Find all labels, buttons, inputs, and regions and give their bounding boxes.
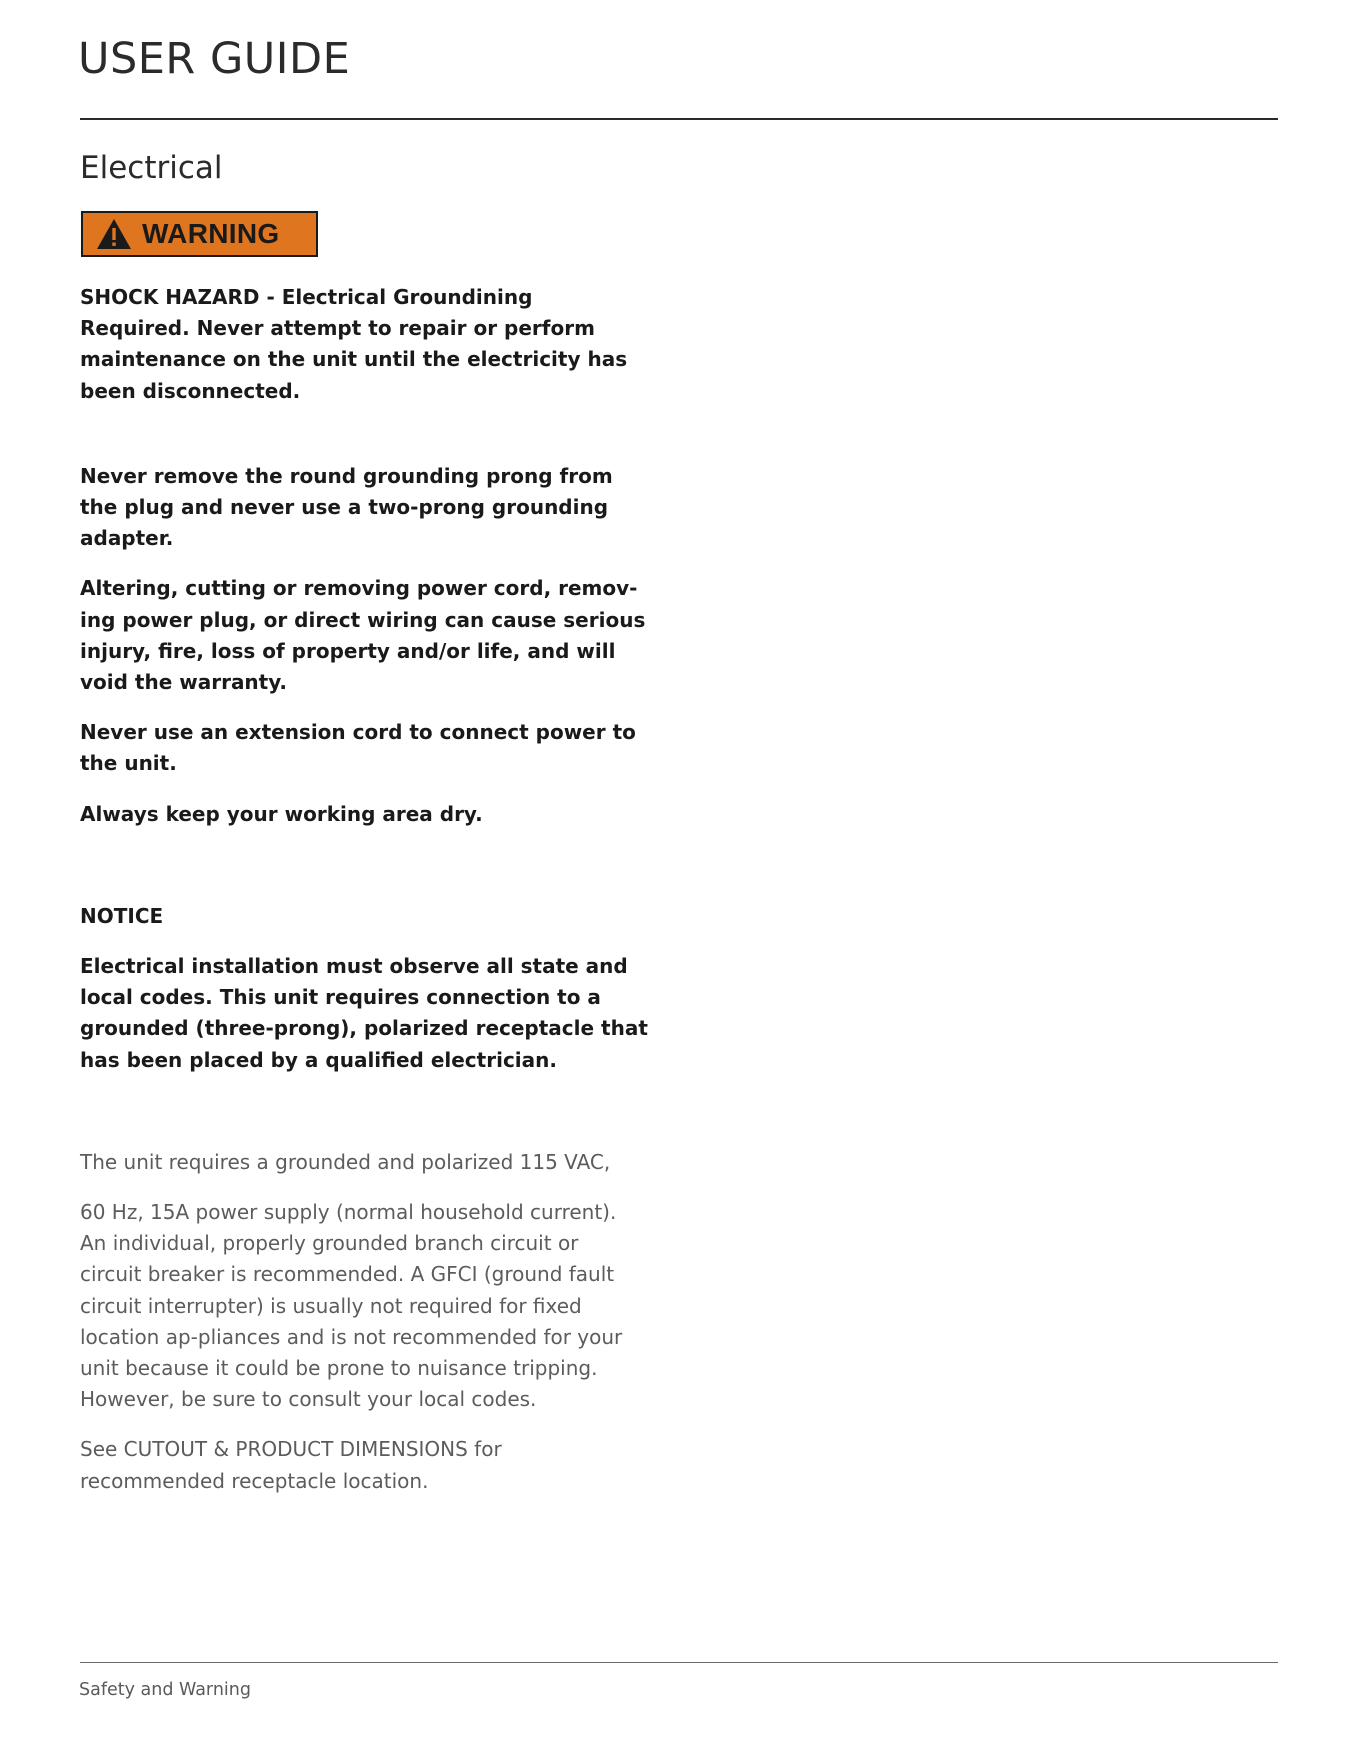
requirement-line: The unit requires a grounded and polarized 115 VAC, (80, 1149, 611, 1174)
section-title: Electrical (80, 150, 223, 186)
footer-divider (80, 1662, 1278, 1663)
header-divider (80, 118, 1278, 120)
warning-banner (81, 211, 318, 257)
dry-area-paragraph: Always keep your working area dry. (80, 801, 483, 826)
warning-label: WARNING (142, 218, 280, 249)
notice-label: NOTICE (80, 903, 164, 928)
power-supply-paragraph: 60 Hz, 15A power supply (normal household current). An individual, properly grounded branch circuit or circuit breaker is recommended. A GFCI (ground fault circuit interrupter) is usually not required for fixed location ap-pliances and is not recommended for your unit because it could be prone to nuisance tripping. However, be sure to consult your local codes. (80, 1200, 623, 1412)
main-content (80, 282, 650, 1497)
notice-paragraph: Electrical installation must observe all state and local codes. This unit requires connection to a grounded (three-prong), polarized receptacle that has been placed by a qualified electrician. (80, 954, 648, 1072)
extension-cord-paragraph: Never use an extension cord to connect power to the unit. (80, 720, 636, 776)
page-title: USER GUIDE (78, 34, 351, 84)
warning-triangle-icon (96, 218, 132, 250)
altering-cord-paragraph: Altering, cutting or removing power cord, remov-ing power plug, or direct wiring can cause serious injury, fire, loss of property and/or life, and will void the warranty. (80, 576, 646, 695)
see-dimensions-paragraph: See CUTOUT & PRODUCT DIMENSIONS for recommended receptacle location. (80, 1437, 502, 1493)
shock-hazard-paragraph: SHOCK HAZARD - Electrical Groundining Required. Never attempt to repair or perform maintenance on the unit until the electricity has been disconnected. (80, 285, 628, 403)
footer-section-label: Safety and Warning (79, 1680, 251, 1700)
grounding-prong-paragraph: Never remove the round grounding prong from the plug and never use a two-prong grounding adapter. (80, 463, 613, 551)
